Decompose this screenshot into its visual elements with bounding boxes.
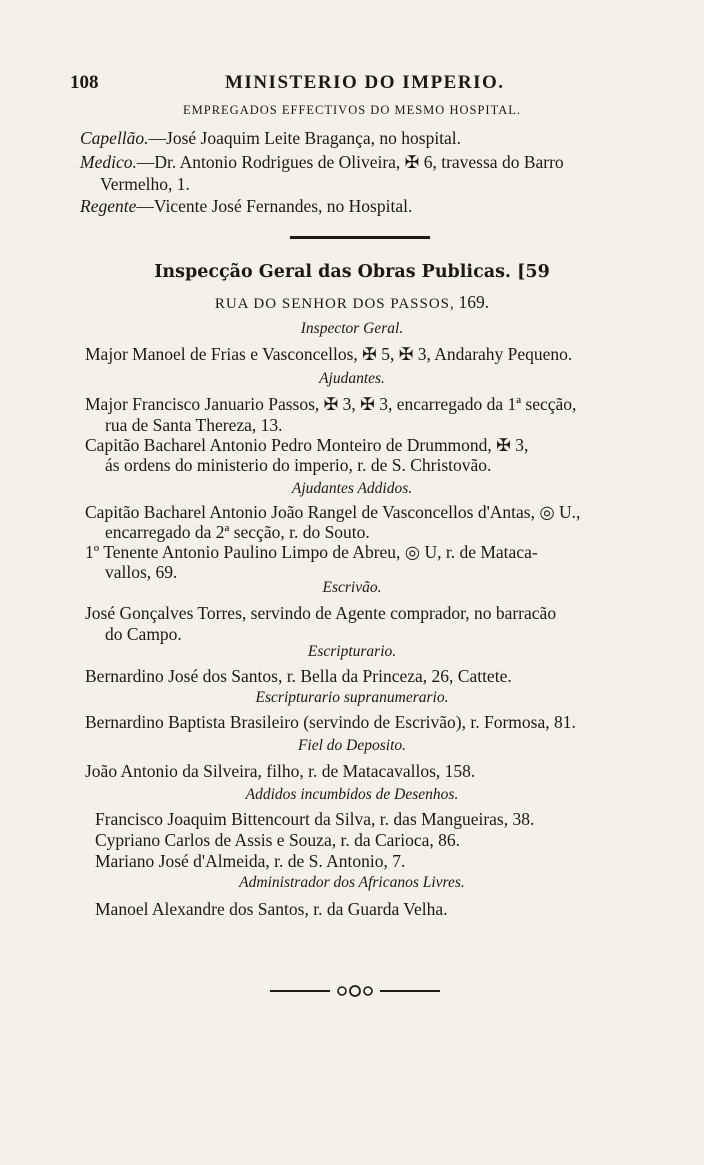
section-title-inspeccao: Inspecção Geral das Obras Publicas. [59 — [154, 262, 550, 282]
caption-escripturario: Escripturario. — [307, 643, 397, 660]
entry-addido-1: Capitão Bacharel Antonio João Rangel de Vasconcellos d'Antas, ◎ U., — [85, 502, 581, 522]
entry-supranumerario: Bernardino Baptista Brasileiro (servindo de Escrivão), r. Formosa, 81. — [85, 712, 576, 732]
entry-desenho-3: Mariano José d'Almeida, r. de S. Antonio, 7. — [95, 851, 406, 871]
entry-ajudante-1-cont: rua de Santa Thereza, 13. — [105, 415, 283, 435]
entry-ajudante-2: Capitão Bacharel Antonio Pedro Monteiro de Drummond, ✠ 3, — [85, 435, 529, 455]
entry-ajudante-1: Major Francisco Januario Passos, ✠ 3, ✠ 3, encarregado da 1ª secção, — [85, 394, 577, 414]
entry-desenho-1: Francisco Joaquim Bittencourt da Silva, r. das Mangueiras, 38. — [95, 809, 535, 829]
caption-addidos-desenhos: Addidos incumbidos de Desenhos. — [245, 786, 459, 803]
entry-escrivao-cont: do Campo. — [105, 624, 182, 644]
entry-addido-2-cont: vallos, 69. — [105, 562, 178, 582]
end-ornament — [270, 985, 440, 997]
entry-fiel: João Antonio da Silveira, filho, r. de Matacavallos, 158. — [85, 761, 476, 781]
entry-administrador: Manoel Alexandre dos Santos, r. da Guarda Velha. — [95, 899, 448, 919]
entry-addido-2: 1º Tenente Antonio Paulino Limpo de Abreu, ◎ U, r. de Mataca- — [85, 542, 538, 562]
caption-fiel-deposito: Fiel do Deposito. — [297, 737, 407, 754]
section-subhead-hospital: EMPREGADOS EFFECTIVOS DO MESMO HOSPITAL. — [183, 103, 521, 117]
caption-ajudantes: Ajudantes. — [319, 370, 385, 387]
entry-escrivao: José Gonçalves Torres, servindo de Agente comprador, no barracão — [85, 603, 557, 623]
section-address: RUA DO SENHOR DOS PASSOS, 169. — [214, 292, 490, 312]
caption-ajudantes-addidos: Ajudantes Addidos. — [291, 480, 413, 497]
entry-medico: Medico.—Dr. Antonio Rodrigues de Oliveira, ✠ 6, travessa do Barro — [80, 152, 564, 172]
entry-regente: Regente—Vicente José Fernandes, no Hospital. — [80, 196, 413, 216]
entry-inspector: Major Manoel de Frias e Vasconcellos, ✠ 5, ✠ 3, Andarahy Pequeno. — [85, 344, 573, 364]
entry-ajudante-2-cont: ás ordens do ministerio do imperio, r. de S. Christovão. — [105, 455, 492, 475]
page-number: 108 — [70, 72, 99, 93]
caption-escrivao: Escrivão. — [322, 579, 382, 596]
page-header — [70, 72, 630, 96]
caption-inspector: Inspector Geral. — [300, 320, 404, 337]
caption-administrador: Administrador dos Africanos Livres. — [239, 874, 465, 891]
entry-addido-1-cont: encarregado da 2ª secção, r. do Souto. — [105, 522, 370, 542]
entry-medico-cont: Vermelho, 1. — [100, 174, 190, 194]
entry-desenho-2: Cypriano Carlos de Assis e Souza, r. da Carioca, 86. — [95, 830, 461, 850]
entry-capellao: Capellão.—José Joaquim Leite Bragança, no hospital. — [80, 128, 462, 148]
caption-escripturario-supranumerario: Escripturario supranumerario. — [255, 689, 449, 706]
running-head: MINISTERIO DO IMPERIO. — [225, 72, 505, 93]
entry-escripturario: Bernardino José dos Santos, r. Bella da Princeza, 26, Cattete. — [85, 666, 512, 686]
section-divider — [290, 236, 430, 239]
